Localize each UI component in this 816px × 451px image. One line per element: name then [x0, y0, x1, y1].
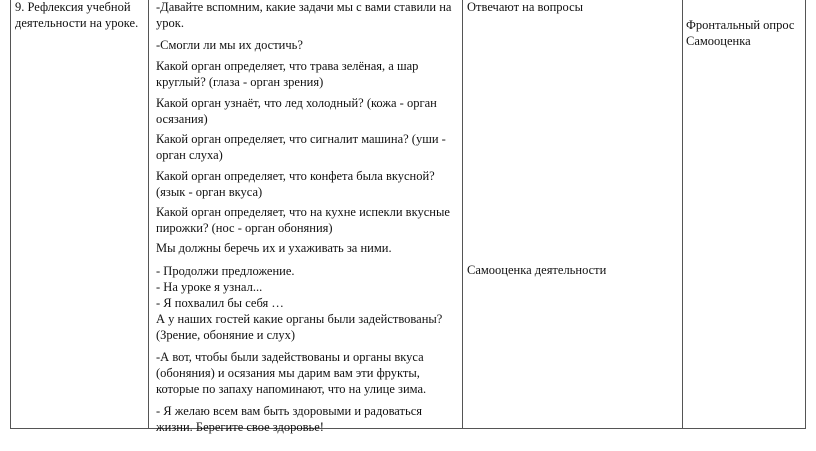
prompt-continue: - Продолжи предложение.	[156, 264, 295, 278]
stage-cell	[15, 0, 147, 31]
guests-question: А у наших гостей какие органы были задействованы? (Зрение, обоняние и слух)	[156, 312, 443, 342]
students-self-evaluation: Самооценка деятельности	[467, 263, 607, 277]
stage-title: 9. Рефлексия учебной деятельности на уроке.	[15, 0, 139, 30]
form-self-evaluation: Самооценка	[686, 34, 751, 48]
question-sight: Какой орган определяет, что трава зелёная, а шар круглый? (глаза - орган зрения)	[156, 59, 419, 89]
question-smell: Какой орган определяет, что на кухне испекли вкусные пирожки? (нос - орган обоняния)	[156, 205, 450, 235]
fruits-statement: -А вот, чтобы были задействованы и органы вкуса (обоняния) и осязания мы дарим вам эти фрукты, которые по запаху напоминают, что на улице зима.	[156, 350, 427, 396]
lesson-table	[10, 0, 806, 434]
column-divider	[148, 0, 149, 428]
closing-wish: - Я желаю всем вам быть здоровыми и радоваться жизни. Берегите свое здоровье!	[156, 404, 422, 434]
prompt-praise: - Я похвалил бы себя …	[156, 296, 284, 310]
teacher-achieved-question: -Смогли ли мы их достичь?	[156, 38, 303, 52]
column-divider	[682, 0, 683, 428]
question-touch: Какой орган узнаёт, что лед холодный? (кожа - орган осязания)	[156, 96, 437, 126]
prompt-learned: - На уроке я узнал...	[156, 280, 263, 294]
care-statement: Мы должны беречь их и ухаживать за ними.	[156, 241, 392, 255]
column-divider	[462, 0, 463, 428]
question-taste: Какой орган определяет, что конфета была вкусной? (язык - орган вкуса)	[156, 169, 435, 199]
teacher-intro: -Давайте вспомним, какие задачи мы с вами ставили на урок.	[156, 0, 452, 30]
question-hearing: Какой орган определяет, что сигналит машина? (уши - орган слуха)	[156, 132, 446, 162]
students-answer: Отвечают на вопросы	[467, 0, 584, 14]
form-frontal-survey: Фронтальный опрос	[686, 18, 795, 32]
